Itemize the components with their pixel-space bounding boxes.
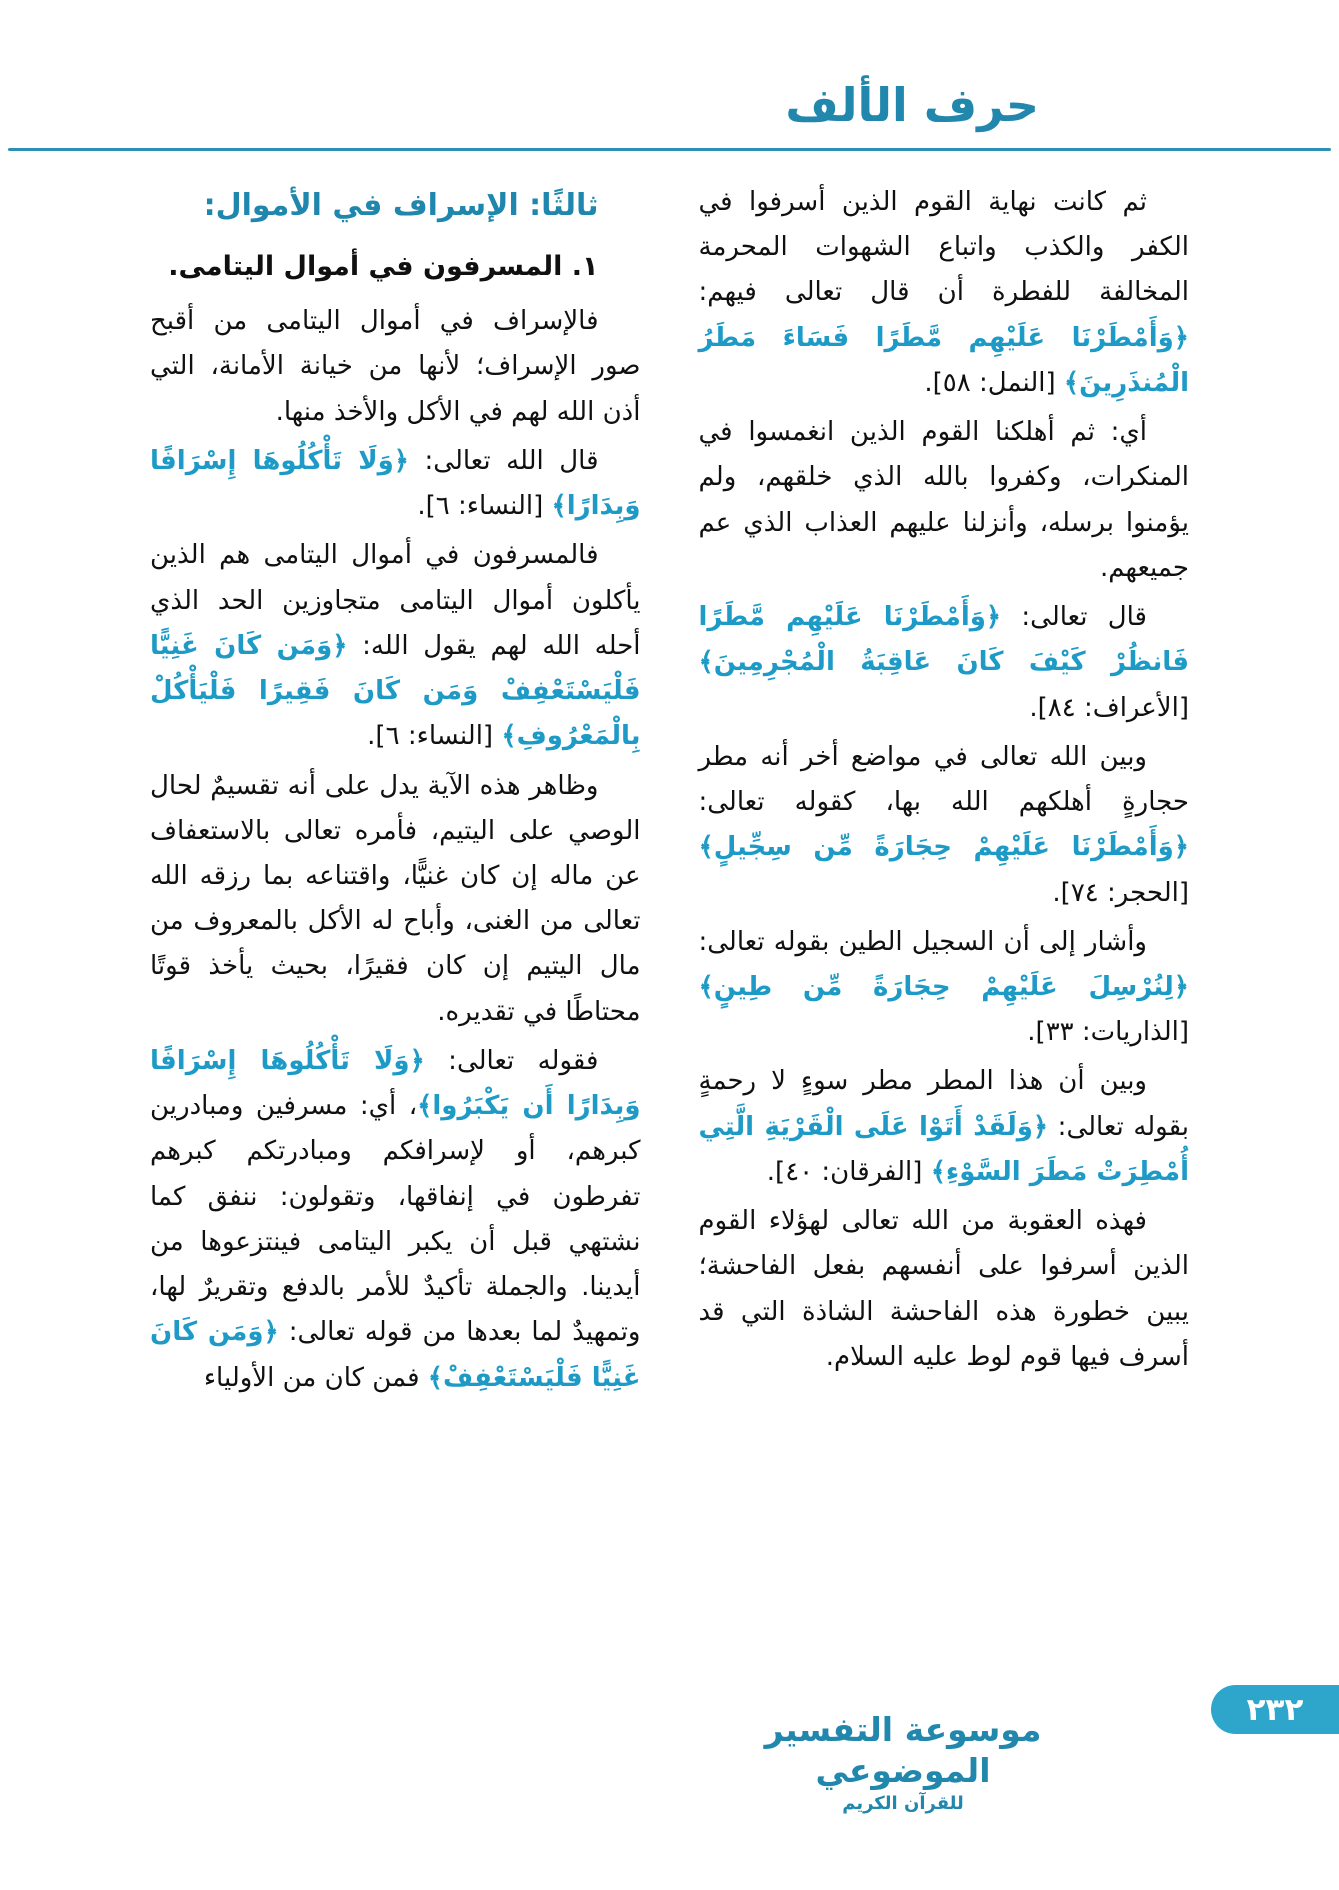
body-text: فمن كان من الأولياء <box>203 1362 428 1393</box>
logo-title: موسوعة التفسير الموضوعي <box>764 1709 1042 1790</box>
chapter-title: حرف الألف <box>785 78 1039 132</box>
body-text: فالمسرفون في أموال اليتامى هم الذين يأكلون أموال اليتامى متجاوزين الحد الذي أحله الله لهم يقول الله: <box>150 540 641 661</box>
quran-verse: ﴿لِنُرْسِلَ عَلَيْهِمْ حِجَارَةً مِّن طِينٍ﴾ <box>698 971 1189 1002</box>
quran-verse: ﴿وَلَقَدْ أَتَوْا عَلَى الْقَرْيَةِ الَّتِي أُمْطِرَتْ مَطَرَ السَّوْءِ﴾ <box>698 1111 1189 1187</box>
body-text: فقوله تعالى: <box>424 1045 599 1076</box>
paragraph <box>699 920 1190 1056</box>
body-text: وظاهر هذه الآية يدل على أنه تقسيمٌ لحال الوصي على اليتيم، فأمره تعالى بالاستعفاف عن ماله إن كان غنيًّا، واقتناعه بما رزقه الله تعالى من الغنى، وأباح له الأكل بالمعروف من مال اليتيم إن كان فقيرًا، بحيث يأخذ قوتًا محتاطًا في تقديره. <box>150 770 641 1027</box>
paragraph <box>150 439 641 529</box>
header-divider <box>8 148 1331 151</box>
paragraph <box>699 735 1190 916</box>
page-columns <box>150 180 1189 1405</box>
paragraph <box>699 1059 1190 1195</box>
paragraph <box>699 410 1190 591</box>
logo-subtitle: للقرآن الكريم <box>842 1793 964 1814</box>
column-right <box>699 180 1190 1384</box>
body-text: [الذاريات: ٣٣]. <box>1027 1017 1189 1048</box>
paragraph <box>150 533 641 759</box>
body-text: ١. المسرفون في أموال اليتامى. <box>168 251 599 283</box>
body-text: [النساء: ٦]. <box>367 721 502 752</box>
body-text: [الفرقان: ٤٠]. <box>766 1156 931 1187</box>
column-left <box>150 180 641 1405</box>
body-text: ثالثًا: الإسراف في الأموال: <box>203 188 599 223</box>
body-text: [النمل: ٥٨]. <box>924 367 1064 398</box>
quran-verse: ﴿وَمَن كَانَ غَنِيًّا فَلْيَسْتَعْفِفْ وَمَن كَانَ فَقِيرًا فَلْيَأْكُلْ بِالْمَعْرُوفِ﴾ <box>150 630 641 752</box>
body-text: ثم كانت نهاية القوم الذين أسرفوا في الكفر والكذب واتباع الشهوات المحرمة المخالفة للفطرة أن قال تعالى فيهم: <box>698 187 1189 308</box>
body-text: وبين الله تعالى في مواضع أخر أنه مطر حجارةٍ أهلكهم الله بها، كقوله تعالى: <box>698 741 1189 818</box>
paragraph <box>150 299 641 435</box>
body-text: وبين أن هذا المطر مطر سوءٍ لا رحمةٍ بقوله تعالى: <box>698 1066 1189 1142</box>
quran-verse: ﴿وَلَا تَأْكُلُوهَا إِسْرَافًا وَبِدَارًا أَن يَكْبَرُوا﴾ <box>150 1045 641 1122</box>
section-heading <box>150 180 641 232</box>
body-text: وأشار إلى أن السجيل الطين بقوله تعالى: <box>698 926 1147 957</box>
quran-verse: ﴿وَأَمْطَرْنَا عَلَيْهِم مَّطَرًا فَسَاءَ مَطَرُ الْمُنذَرِينَ﴾ <box>698 322 1189 398</box>
body-text: فالإسراف في أموال اليتامى من أقبح صور الإسراف؛ لأنها من خيانة الأمانة، التي أذن الله لهم في الأكل والأخذ منها. <box>150 306 641 427</box>
numbered-heading <box>150 244 641 291</box>
quran-verse: ﴿وَلَا تَأْكُلُوهَا إِسْرَافًا وَبِدَارًا﴾ <box>150 445 641 522</box>
quran-verse: ﴿وَأَمْطَرْنَا عَلَيْهِم مَّطَرًا فَانظُرْ كَيْفَ كَانَ عَاقِبَةُ الْمُجْرِمِينَ﴾ <box>698 602 1189 678</box>
paragraph <box>150 1039 641 1401</box>
body-text: فهذه العقوبة من الله تعالى لهؤلاء القوم الذين أسرفوا على أنفسهم بفعل الفاحشة؛ يبين خطورة هذه الفاحشة الشاذة التي قد أسرف فيها قوم لوط عليه السلام. <box>698 1206 1189 1372</box>
quran-verse: ﴿وَمَن كَانَ غَنِيًّا فَلْيَسْتَعْفِفْ﴾ <box>150 1317 641 1393</box>
paragraph <box>150 764 641 1035</box>
paragraph <box>699 180 1190 406</box>
publisher-logo <box>763 1709 1043 1815</box>
body-text: قال الله تعالى: <box>409 445 599 476</box>
paragraph <box>699 595 1190 731</box>
body-text: ، أي: مسرفين ومبادرين كبرهم، أو لإسرافكم ومبادرتكم كبرهم تفرطون في إنفاقها، وتقولون: ننفق كما نشتهي قبل أن يكبر اليتامى فينتزعوها من أيدينا. والجملة تأكيدٌ للأمر بالدفع وتقريرٌ لها، وتمهيدٌ لما بعدها من قوله تعالى: <box>150 1091 641 1348</box>
body-text: [الأعراف: ٨٤]. <box>1029 692 1189 723</box>
body-text: أي: ثم أهلكنا القوم الذين انغمسوا في المنكرات، وكفروا بالله الذي خلقهم، ولم يؤمنوا برسله، وأنزلنا عليهم العذاب الذي عم جميعهم. <box>698 417 1189 583</box>
quran-verse: ﴿وَأَمْطَرْنَا عَلَيْهِمْ حِجَارَةً مِّن سِجِّيلٍ﴾ <box>698 832 1189 863</box>
body-text: [النساء: ٦]. <box>417 491 552 522</box>
body-text: [الحجر: ٧٤]. <box>1052 877 1189 908</box>
page-number-badge: ٢٣٢ <box>1211 1685 1339 1734</box>
paragraph <box>699 1199 1190 1380</box>
body-text: قال تعالى: <box>1001 602 1147 633</box>
